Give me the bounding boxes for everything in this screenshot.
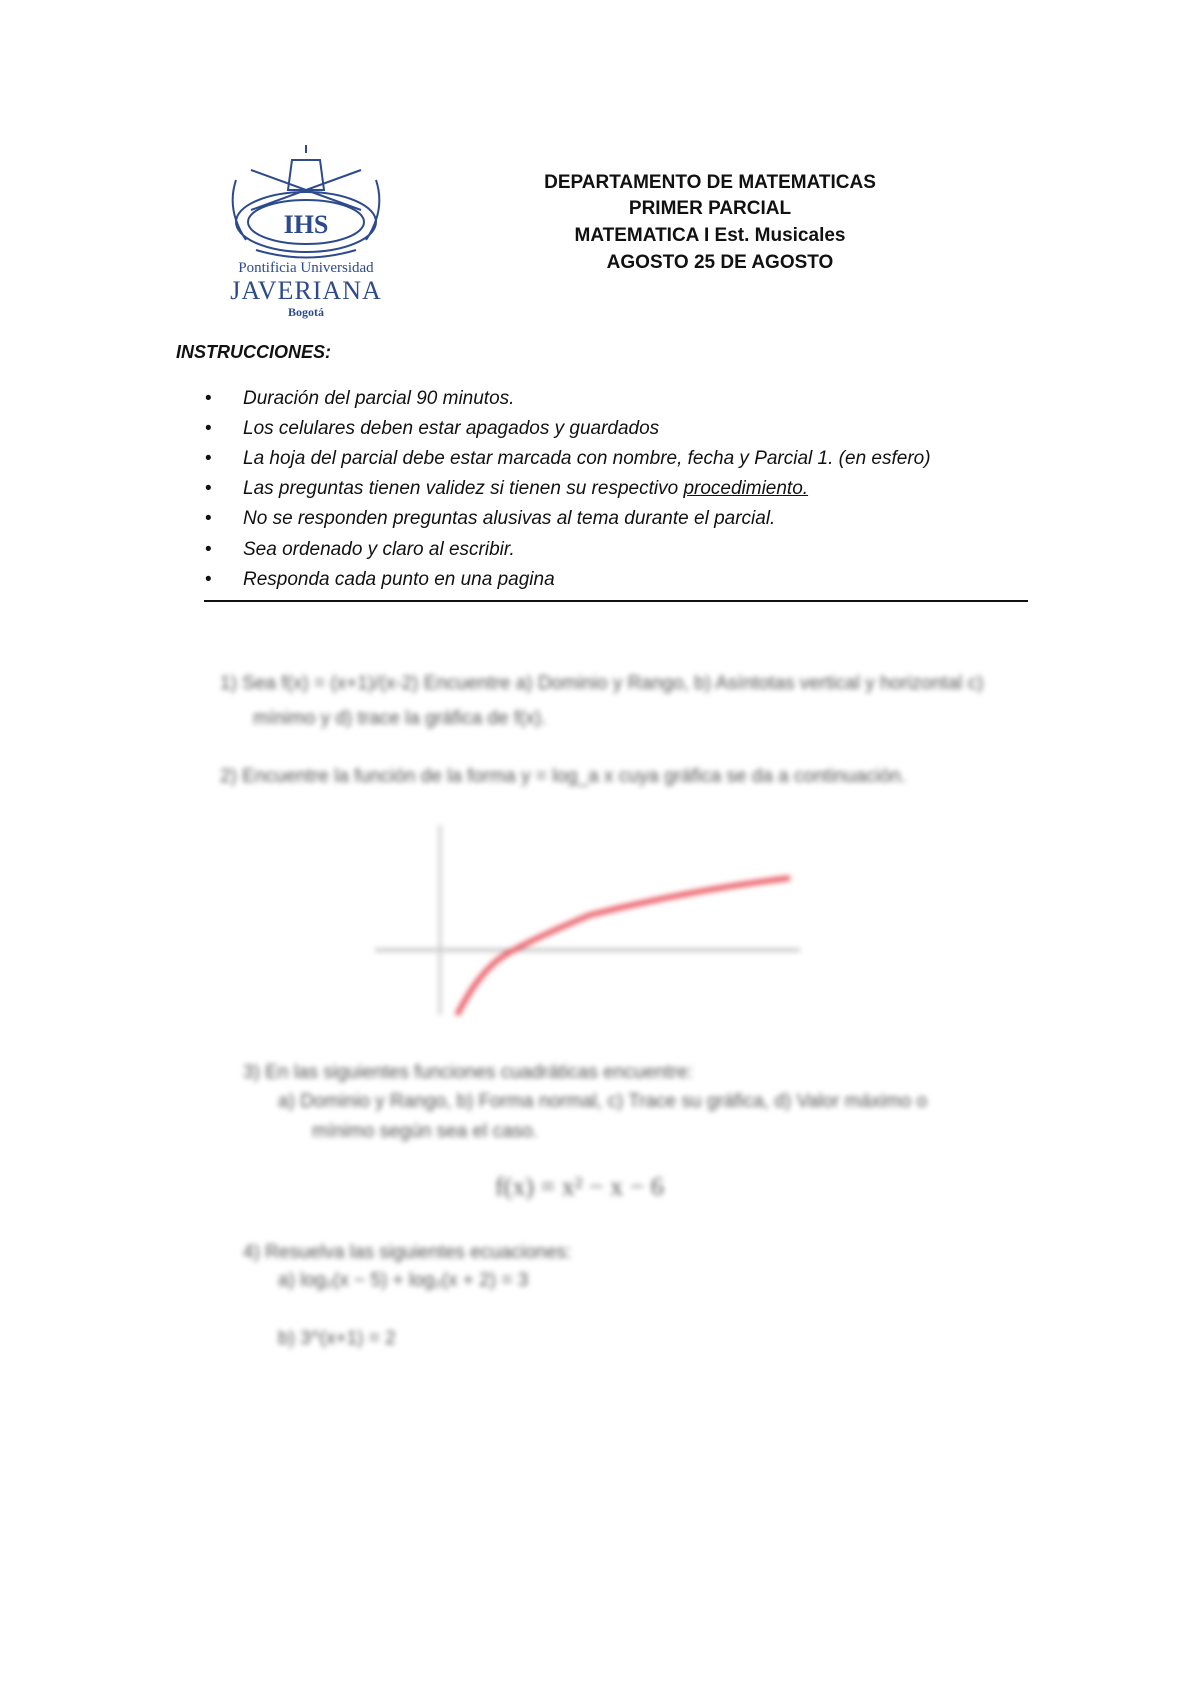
logo-line2: JAVERIANA [230, 276, 382, 305]
logo-line3: Bogotá [288, 305, 324, 319]
bullet-icon: • [205, 418, 212, 439]
bullet-icon: • [205, 478, 212, 499]
bullet-icon: • [205, 539, 212, 560]
logo-line1: Pontificia Universidad [238, 260, 374, 276]
department-title: DEPARTAMENTO DE MATEMATICAS [544, 172, 876, 193]
log-graph [360, 810, 820, 1020]
question-2: 2) Encuentre la función de la forma y = log_a x cuya gráfica se da a continuación. [220, 766, 906, 787]
bullet-icon: • [205, 448, 212, 469]
list-item: • La hoja del parcial debe estar marcada con nombre, fecha y Parcial 1. (en esfero) [205, 448, 931, 469]
question-4: 4) Resuelva las siguientes ecuaciones: [243, 1242, 572, 1263]
question-1-cont: mínimo y d) trace la gráfica de f(x). [253, 708, 547, 729]
quadratic-function: f(x) = x² − x − 6 [495, 1172, 664, 1201]
list-item: • No se responden preguntas alusivas al tema durante el parcial. [205, 508, 776, 529]
question-4a: a) log₂(x − 5) + log₂(x + 2) = 3 [278, 1270, 529, 1291]
question-4b: b) 3^(x+1) = 2 [278, 1328, 396, 1349]
exam-date: AGOSTO 25 DE AGOSTO [606, 252, 834, 273]
question-3a: a) Dominio y Rango, b) Forma normal, c) Trace su gráfica, d) Valor máximo o [278, 1091, 928, 1112]
question-3a-cont: mínimo según sea el caso. [312, 1121, 539, 1142]
svg-text:IHS: IHS [283, 210, 329, 239]
bullet-icon: • [205, 388, 212, 409]
course-title: MATEMATICA I Est. Musicales [574, 225, 846, 246]
list-item: • Responda cada punto en una pagina [205, 569, 555, 590]
bullet-icon: • [205, 569, 212, 590]
list-item: • Duración del parcial 90 minutos. [205, 388, 515, 409]
instructions-heading: INSTRUCCIONES: [176, 342, 332, 362]
list-item: • Sea ordenado y claro al escribir. [205, 539, 515, 560]
question-3: 3) En las siguientes funciones cuadráticas encuentre: [243, 1062, 693, 1083]
question-1: 1) Sea f(x) = (x+1)/(x-2) Encuentre a) Dominio y Rango, b) Asíntotas vertical y horizontal c) [220, 673, 984, 694]
bullet-icon: • [205, 508, 212, 529]
list-item: • Los celulares deben estar apagados y guardados [205, 418, 660, 439]
exam-title: PRIMER PARCIAL [628, 198, 792, 219]
list-item: • Las preguntas tienen validez si tienen su respectivo procedimiento. [205, 478, 809, 499]
log-curve [457, 878, 790, 1015]
